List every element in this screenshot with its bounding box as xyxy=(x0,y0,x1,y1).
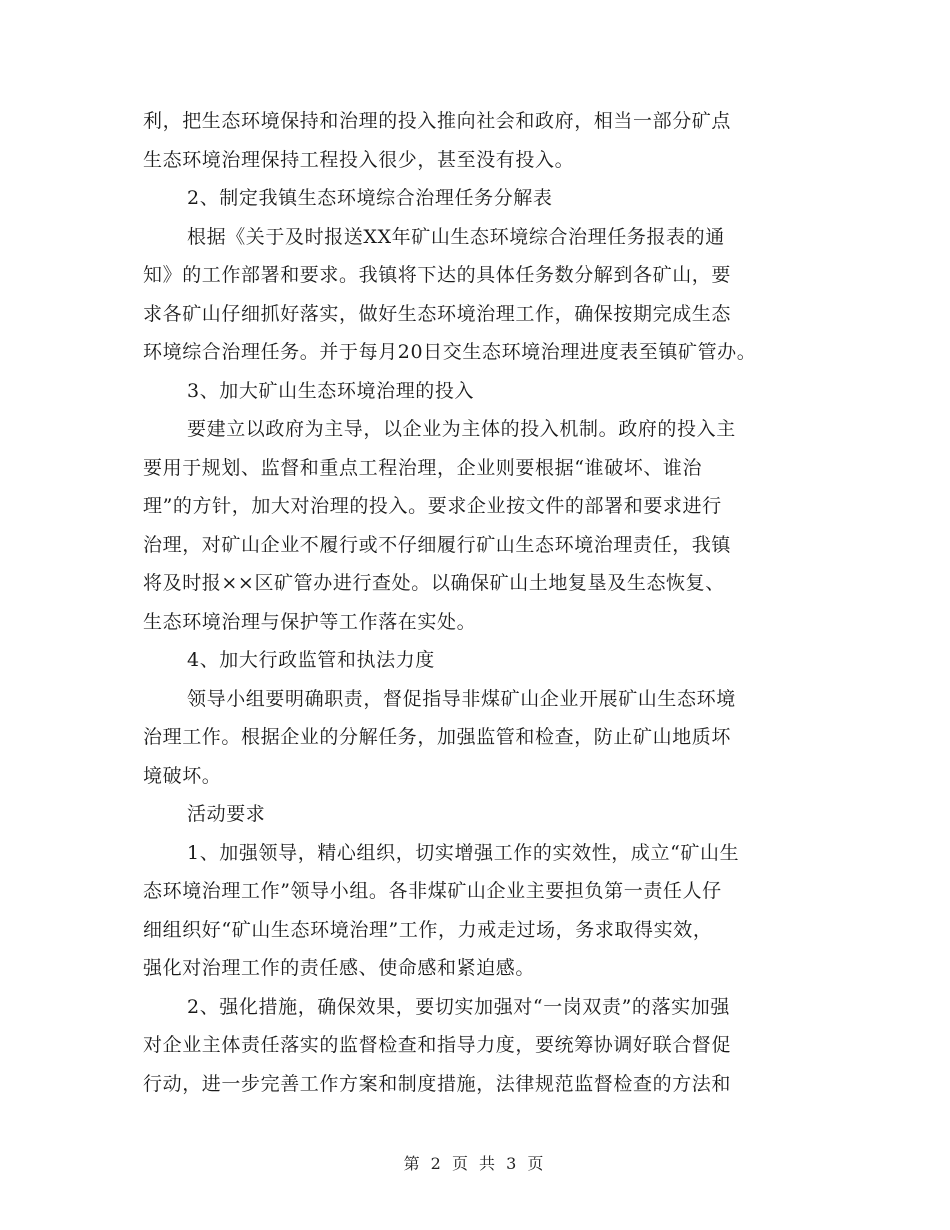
text-line: 2、强化措施，确保效果，要切实加强对“一岗双责”的落实加强 xyxy=(187,995,730,1018)
text-line: 1、加强领导，精心组织，切实增强工作的实效性，成立“矿山生 xyxy=(187,841,740,864)
section-heading: 4、加大行政监管和执法力度 xyxy=(187,649,435,671)
text-line: 知》的工作部署和要求。我镇将下达的具体任务数分解到各矿山，要 xyxy=(143,264,732,286)
text-line: 生态环境治理与保护等工作落在实处。 xyxy=(143,610,477,633)
text-line: 要建立以政府为主导，以企业为主体的投入机制。政府的投入主 xyxy=(187,418,736,440)
text-line: 求各矿山仔细抓好落实，做好生态环境治理工作，确保按期完成生态 xyxy=(143,302,732,325)
text-line: 对企业主体责任落实的监督检查和指导力度，要统筹协调好联合督促 xyxy=(143,1034,732,1056)
text-line: 态环境治理工作”领导小组。各非煤矿山企业主要担负第一责任人仔 xyxy=(143,880,722,902)
section-heading: 活动要求 xyxy=(187,803,266,825)
section-heading: 3、加大矿山生态环境治理的投入 xyxy=(187,379,475,402)
page-number-footer: 第 2 页 共 3 页 xyxy=(403,1154,547,1173)
text-line: 生态环境治理保持工程投入很少，甚至没有投入。 xyxy=(143,148,575,171)
text-line: 领导小组要明确职责，督促指导非煤矿山企业开展矿山生态环境 xyxy=(187,687,736,710)
text-line: 环境综合治理任务。并于每月20日交生态环境治理进度表至镇矿管办。 xyxy=(143,341,757,363)
text-line: 境破坏。 xyxy=(143,764,222,787)
text-line: 要用于规划、监督和重点工程治理，企业则要根据“谁破坏、谁治 xyxy=(143,456,703,479)
document-body xyxy=(143,102,808,1103)
text-line: 细组织好“矿山生态环境治理”工作，力戒走过场，务求取得实效， xyxy=(143,918,713,941)
text-line: 理”的方针，加大对治理的投入。要求企业按文件的部署和要求进行 xyxy=(143,495,722,517)
text-line: 利，把生态环境保持和治理的投入推向社会和政府，相当一部分矿点 xyxy=(143,110,732,132)
text-line: 治理工作。根据企业的分解任务，加强监管和检查，防止矿山地质坏 xyxy=(143,726,732,748)
text-line: 治理，对矿山企业不履行或不仔细履行矿山生态环境治理责任，我镇 xyxy=(143,533,732,556)
section-heading: 2、制定我镇生态环境综合治理任务分解表 xyxy=(187,187,553,209)
text-line: 根据《关于及时报送XX年矿山生态环境综合治理任务报表的通 xyxy=(187,225,725,248)
text-line: 行动，进一步完善工作方案和制度措施，法律规范监督检查的方法和 xyxy=(143,1072,732,1095)
text-line: 将及时报××区矿管办进行查处。以确保矿山土地复垦及生态恢复、 xyxy=(143,572,725,594)
text-line: 强化对治理工作的责任感、使命感和紧迫感。 xyxy=(143,957,536,979)
